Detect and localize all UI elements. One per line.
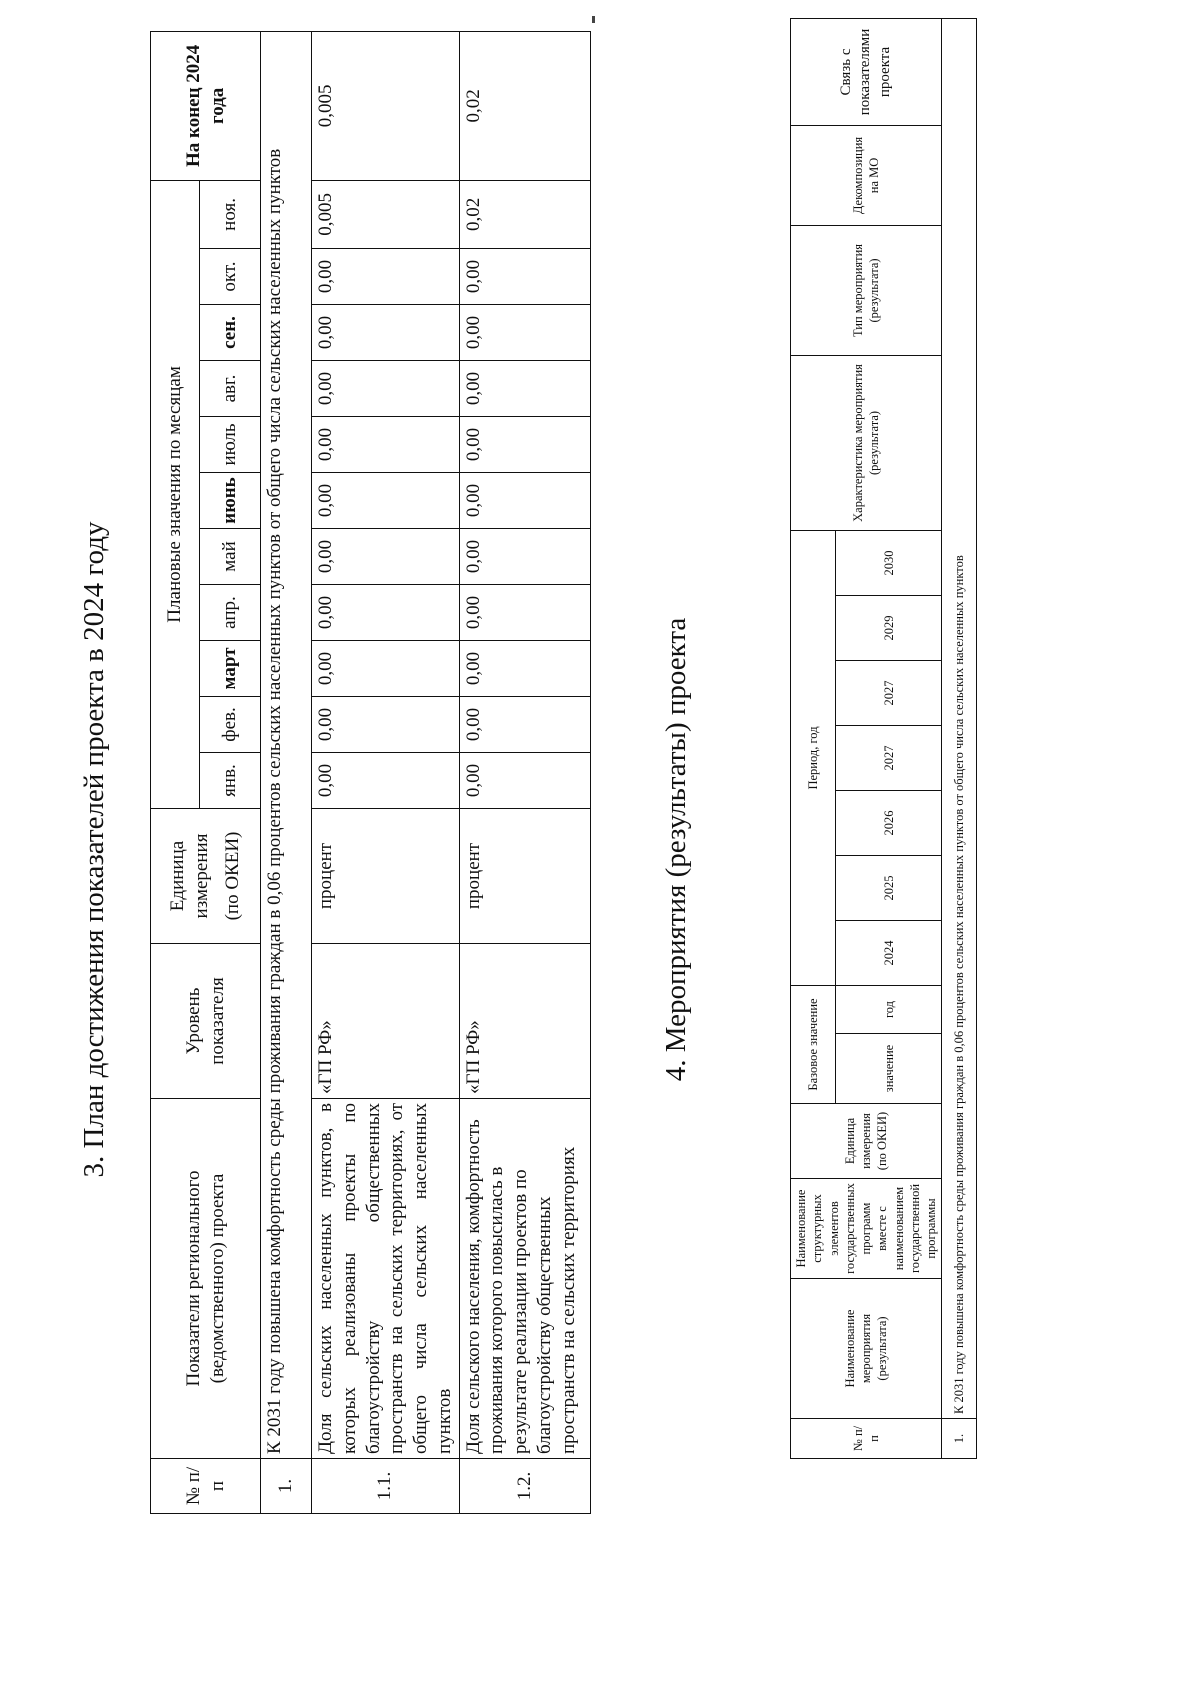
row-month-value: 0,00 [459, 641, 590, 697]
month-header: июнь [200, 473, 261, 529]
table-row [312, 31, 460, 1513]
col-indicator-header: Показатели регионального (ведомственного) проекта [151, 1099, 261, 1459]
t4-col-period-header: Период, год [791, 530, 836, 985]
month-header: янв. [200, 753, 261, 809]
row-month-value: 0,00 [459, 417, 590, 473]
row-month-value: 0,00 [312, 585, 460, 641]
row-month-value: 0,00 [459, 585, 590, 641]
row-month-value: 0,00 [459, 249, 590, 305]
t4-base-value-header: значение [836, 1034, 942, 1104]
t4-year-header: 2029 [836, 595, 942, 660]
unit-header-line2: (по ОКЕИ) [222, 831, 244, 921]
t4-col-link-header: Связь с показателями проекта [791, 18, 942, 125]
col-monthly-header: Плановые значения по месяцам [151, 180, 200, 808]
row-indicator: Доля сельского населения, комфортность проживания которого повысилась в результате реализации проектов по благоустройству общественных пространств на сельских территориях [459, 1099, 590, 1459]
row-month-value: 0,00 [312, 753, 460, 809]
col-level-header: Уровень показателя [151, 944, 261, 1099]
row-indicator: Доля сельских населенных пунктов, в которых реализованы проекты по благоустройству общественных пространств на сельских территориях, от общего числа сельских населенных пунктов [312, 1099, 460, 1459]
row-month-value: 0,005 [312, 180, 460, 248]
month-header: март [200, 641, 261, 697]
goal-num: 1. [261, 1459, 312, 1514]
month-header: авг. [200, 361, 261, 417]
row-month-value: 0,02 [459, 180, 590, 248]
month-header: сен. [200, 305, 261, 361]
month-header: май [200, 529, 261, 585]
row-num: 1.2. [459, 1459, 590, 1514]
row-month-value: 0,00 [312, 641, 460, 697]
month-header: июль [200, 417, 261, 473]
col-num-header: № п/п [151, 1459, 261, 1514]
row-month-value: 0,00 [459, 697, 590, 753]
row-month-value: 0,00 [459, 473, 590, 529]
row-end-value: 0,02 [459, 31, 590, 180]
row-month-value: 0,00 [312, 697, 460, 753]
events-table [790, 18, 977, 1459]
t4-col-num-header: № п/п [791, 1419, 942, 1459]
t4-year-header: 2030 [836, 530, 942, 595]
row-end-value: 0,005 [312, 31, 460, 180]
t4-year-header: 2024 [836, 920, 942, 985]
row-month-value: 0,00 [312, 417, 460, 473]
indicators-plan-table [150, 31, 591, 1514]
t4-base-year-header: год [836, 985, 942, 1033]
month-header: ноя. [200, 180, 261, 248]
row-month-value: 0,00 [459, 529, 590, 585]
t4-goal-num: 1. [942, 1419, 977, 1459]
t4-col-type-header: Тип мероприятия (результата) [791, 225, 942, 355]
row-month-value: 0,00 [459, 305, 590, 361]
t4-year-header: 2027 [836, 725, 942, 790]
t4-goal-text: К 2031 году повышена комфортность среды проживания граждан в 0,06 процентов сельских населенных пунктов от общего числа сельских населенных пунктов [942, 18, 977, 1418]
t4-year-header: 2027 [836, 660, 942, 725]
col-end-of-year-header: На конец 2024 года [151, 31, 261, 180]
t4-col-unit-header: Единица измерения (по ОКЕИ) [791, 1104, 942, 1179]
table-row [459, 31, 590, 1513]
section-3-title: 3. План достижения показателей проекта в 2024 году [78, 521, 110, 1178]
unit-header-line1: Единица измерения [166, 833, 212, 919]
col-unit-header [151, 809, 261, 944]
t4-col-event-name-header: Наименование мероприятия (результата) [791, 1279, 942, 1419]
row-month-value: 0,00 [312, 361, 460, 417]
row-unit: процент [459, 809, 590, 944]
t4-col-structural-header: Наименование структурных элементов государственных программ вместе с наименованием государственной программы [791, 1179, 942, 1279]
t4-col-decomposition-header: Декомпозиция на МО [791, 125, 942, 225]
row-unit: процент [312, 809, 460, 944]
t4-col-characteristic-header: Характеристика мероприятия (результата) [791, 355, 942, 530]
row-month-value: 0,00 [312, 305, 460, 361]
month-header: апр. [200, 585, 261, 641]
row-month-value: 0,00 [312, 473, 460, 529]
t4-year-header: 2025 [836, 855, 942, 920]
row-num: 1.1. [312, 1459, 460, 1514]
row-month-value: 0,00 [312, 249, 460, 305]
row-month-value: 0,00 [312, 529, 460, 585]
t4-col-base-header: Базовое значение [791, 985, 836, 1103]
row-level: «ГП РФ» [312, 944, 460, 1099]
goal-text: К 2031 году повышена комфортность среды проживания граждан в 0,06 процентов сельских населенных пунктов от общего числа сельских населенных пунктов [261, 31, 312, 1458]
month-header: фев. [200, 697, 261, 753]
section-4-title: 4. Мероприятия (результаты) проекта [660, 617, 692, 1082]
t4-year-header: 2026 [836, 790, 942, 855]
month-header: окт. [200, 249, 261, 305]
row-month-value: 0,00 [459, 361, 590, 417]
row-level: «ГП РФ» [459, 944, 590, 1099]
row-month-value: 0,00 [459, 753, 590, 809]
